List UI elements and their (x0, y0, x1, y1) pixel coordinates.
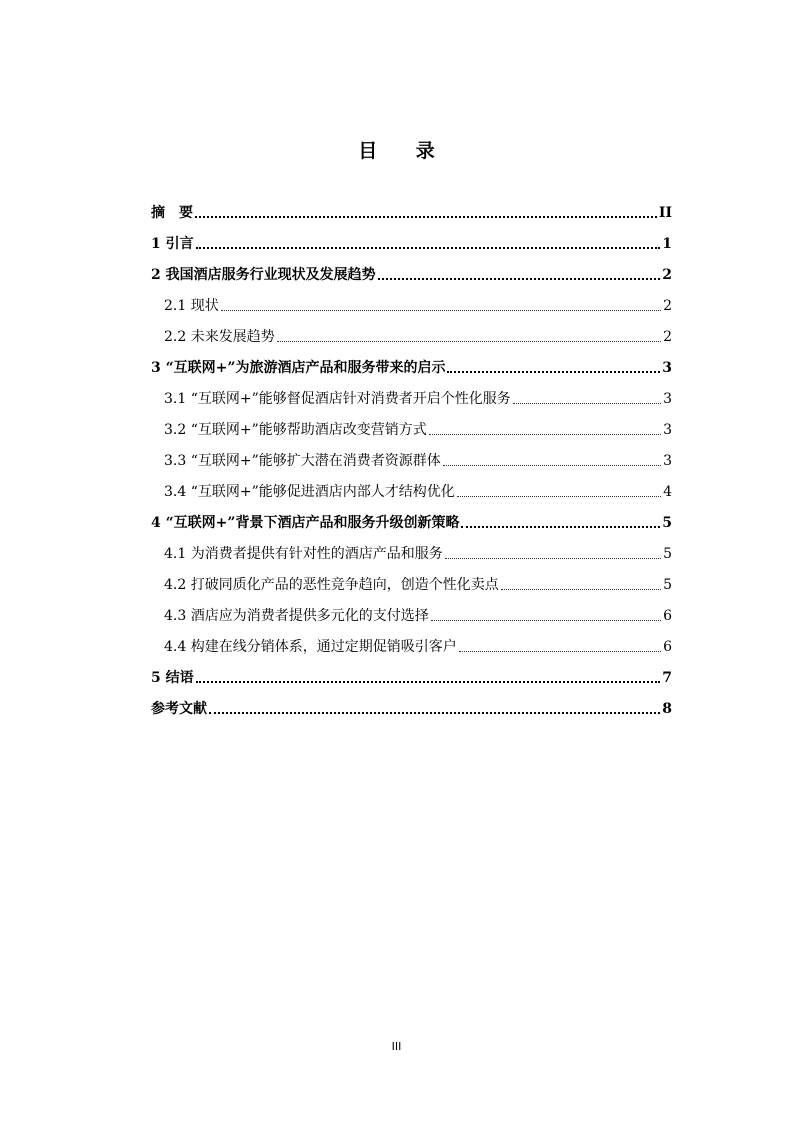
toc-entry-label: 4.3 酒店应为消费者提供多元化的支付选择 (164, 608, 429, 624)
toc-entry-section-2[interactable] (151, 258, 672, 284)
toc-entry-label: 2.2 未来发展趋势 (164, 329, 275, 345)
toc-entry-page: 3 (663, 453, 672, 469)
toc-leader-dots (196, 681, 661, 683)
toc-leader-dots (209, 712, 660, 714)
toc-entry-page: 5 (662, 515, 672, 531)
toc-entry-label: 3.3 “互联网+”能够扩大潜在消费者资源群体 (164, 453, 441, 469)
toc-entry-page: 5 (663, 577, 672, 593)
toc-entry-page: 6 (663, 639, 672, 655)
toc-entry-page: 6 (663, 608, 672, 624)
toc-entry-section-2-1[interactable] (164, 289, 672, 315)
toc-entry-abstract[interactable] (151, 196, 672, 222)
toc-entry-page: 3 (663, 391, 672, 407)
toc-leader-dots (461, 526, 660, 528)
toc-entry-section-4-3[interactable] (164, 599, 672, 625)
toc-entry-label: 摘 要 (151, 205, 193, 221)
toc-entry-label: 4.2 打破同质化产品的恶性竞争趋向，创造个性化卖点 (164, 577, 499, 593)
toc-entry-page: 3 (663, 422, 672, 438)
toc-leader-dots (513, 403, 661, 404)
toc-entry-section-3-3[interactable] (164, 444, 672, 470)
toc-leader-dots (445, 558, 661, 559)
toc-entry-label: 1 引言 (151, 236, 194, 252)
toc-entry-label: 3 “互联网+”为旅游酒店产品和服务带来的启示 (151, 360, 446, 376)
toc-entry-page: II (658, 205, 672, 221)
toc-leader-dots (196, 247, 661, 249)
toc-entry-page: 1 (662, 236, 672, 252)
toc-entry-page: 2 (663, 298, 672, 314)
toc-leader-dots (443, 465, 661, 466)
toc-leader-dots (221, 310, 661, 311)
toc-entry-label: 3.1 “互联网+”能够督促酒店针对消费者开启个性化服务 (164, 391, 511, 407)
toc-entry-page: 4 (663, 484, 672, 500)
toc-entry-page: 2 (663, 329, 672, 345)
toc-entry-page: 8 (662, 701, 672, 717)
toc-leader-dots (501, 589, 661, 590)
toc-leader-dots (447, 371, 660, 373)
toc-leader-dots (277, 341, 661, 342)
toc-entry-page: 3 (662, 360, 672, 376)
toc-leader-dots (431, 620, 661, 621)
toc-title: 目 录 (358, 140, 451, 162)
toc-leader-dots (457, 496, 661, 497)
toc-entry-label: 2 我国酒店服务行业现状及发展趋势 (151, 267, 376, 283)
toc-entry-page: 2 (662, 267, 672, 283)
toc-entry-page: 7 (662, 670, 672, 686)
toc-entry-label: 4 “互联网+”背景下酒店产品和服务升级创新策略 (151, 515, 460, 531)
toc-leader-dots (459, 651, 661, 652)
toc-entry-label: 5 结语 (151, 670, 194, 686)
toc-entry-section-3-2[interactable] (164, 413, 672, 439)
toc-entry-section-3[interactable] (151, 351, 672, 377)
toc-entry-section-4[interactable] (151, 506, 672, 532)
toc-leader-dots (195, 216, 657, 218)
toc-entry-conclusion[interactable] (151, 661, 672, 687)
toc-entry-label: 3.2 “互联网+”能够帮助酒店改变营销方式 (164, 422, 427, 438)
toc-leader-dots (378, 278, 661, 280)
toc-entry-section-2-2[interactable] (164, 320, 672, 346)
toc-entry-section-3-1[interactable] (164, 382, 672, 408)
toc-entry-section-4-4[interactable] (164, 630, 672, 656)
toc-entry-references[interactable] (151, 692, 672, 718)
toc-entry-label: 参考文献 (151, 701, 207, 717)
toc-entry-label: 4.4 构建在线分销体系，通过定期促销吸引客户 (164, 639, 457, 655)
toc-entry-label: 3.4 “互联网+”能够促进酒店内部人才结构优化 (164, 484, 455, 500)
page-number-footer: III (391, 1040, 402, 1053)
toc-entry-page: 5 (663, 546, 672, 562)
toc-leader-dots (429, 434, 661, 435)
toc-entry-section-4-2[interactable] (164, 568, 672, 594)
toc-entry-section-4-1[interactable] (164, 537, 672, 563)
toc-entry-section-3-4[interactable] (164, 475, 672, 501)
toc-entry-label: 4.1 为消费者提供有针对性的酒店产品和服务 (164, 546, 443, 562)
toc-entry-introduction[interactable] (151, 227, 672, 253)
toc-entry-label: 2.1 现状 (164, 298, 219, 314)
